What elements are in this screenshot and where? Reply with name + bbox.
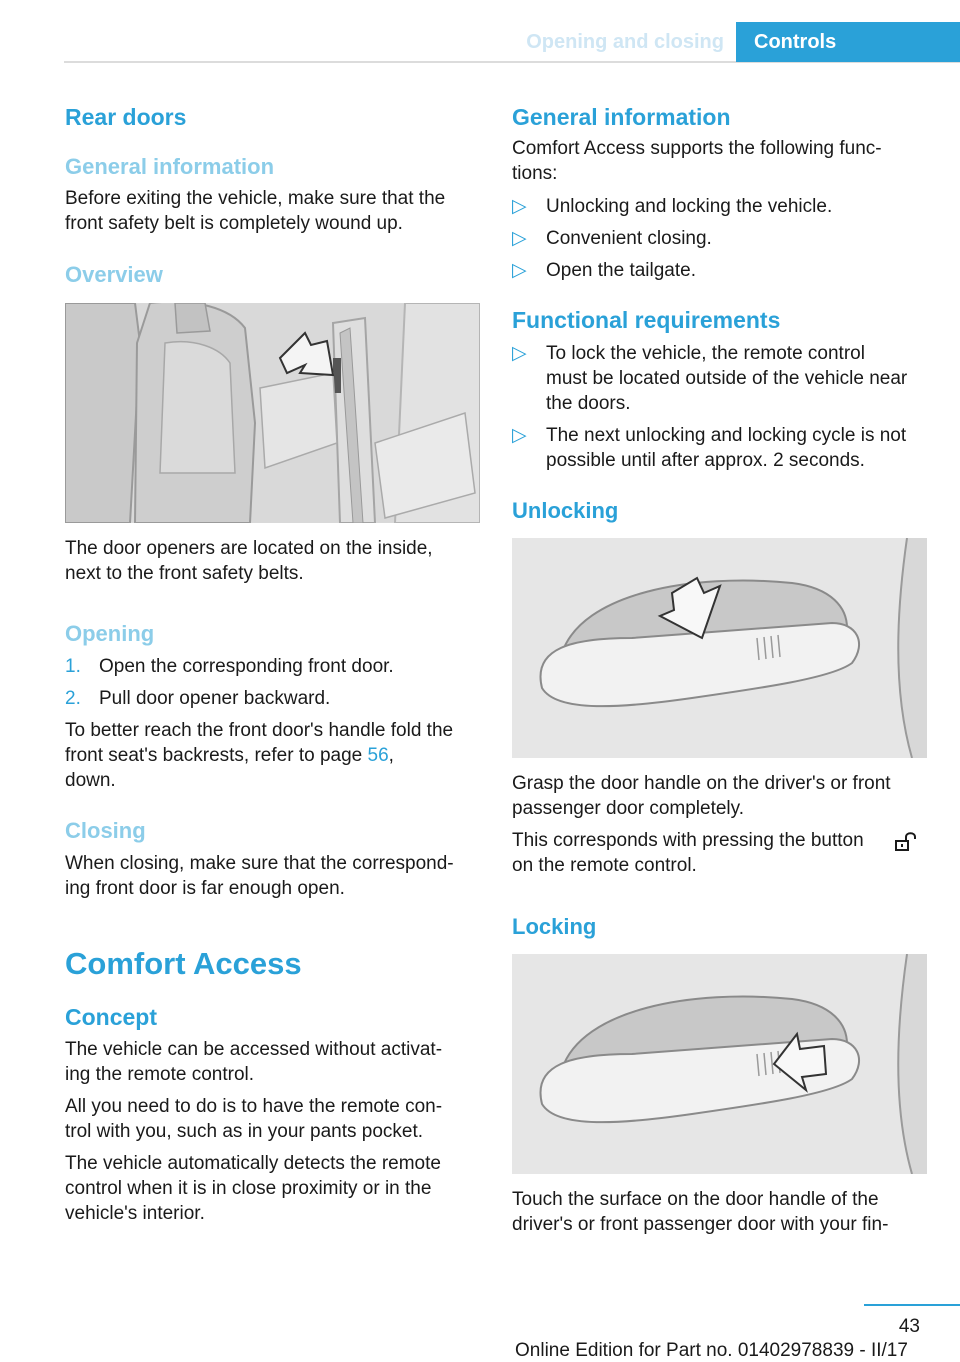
function-text: Unlocking and locking the vehicle. bbox=[546, 196, 833, 217]
text-concept-3b: control when it is in close proximity or in the bbox=[65, 1178, 432, 1199]
text-unlock-3: This corresponds with pressing the button bbox=[512, 830, 864, 851]
text-concept-2a: All you need to do is to have the remote con‐ bbox=[65, 1096, 443, 1117]
door-handle-lock-illustration bbox=[512, 954, 927, 1174]
heading-locking: Locking bbox=[512, 914, 597, 939]
text-general-info-line-2: front safety belt is completely wound up. bbox=[65, 213, 403, 234]
text-lock-2: driver's or front passenger door with your fin‐ bbox=[512, 1214, 889, 1235]
page-reference-link[interactable]: 56 bbox=[367, 745, 389, 766]
text-opening-note-2-pre: front seat's backrests, refer to page bbox=[65, 745, 368, 766]
step-number: 1. bbox=[65, 656, 81, 677]
requirement-1-line-1: To lock the vehicle, the remote control bbox=[546, 343, 865, 364]
text-opening-note-2 bbox=[65, 743, 394, 769]
heading-functional-requirements: Functional requirements bbox=[512, 307, 781, 333]
door-handle-unlock-illustration bbox=[512, 538, 927, 758]
bullet-triangle-icon: ▷ bbox=[512, 196, 527, 217]
text-concept-1b: ing the remote control. bbox=[65, 1064, 255, 1085]
requirement-item-2 bbox=[512, 423, 932, 478]
heading-rear-doors: Rear doors bbox=[65, 104, 187, 130]
requirement-item-1 bbox=[512, 341, 932, 421]
heading-overview: Overview bbox=[65, 262, 163, 287]
bullet-triangle-icon: ▷ bbox=[512, 425, 527, 446]
heading-general-info-comfort: General information bbox=[512, 104, 731, 130]
text-unlock-1: Grasp the door handle on the driver's or front bbox=[512, 773, 891, 794]
text-unlock-2: passenger door completely. bbox=[512, 798, 744, 819]
text-general-info-line-1: Before exiting the vehicle, make sure that the bbox=[65, 188, 446, 209]
bullet-triangle-icon: ▷ bbox=[512, 228, 527, 249]
text-closing-1: When closing, make sure that the correspond‐ bbox=[65, 853, 454, 874]
bullet-triangle-icon: ▷ bbox=[512, 343, 527, 364]
heading-concept: Concept bbox=[65, 1004, 157, 1030]
text-opening-note-2-post: , bbox=[388, 745, 394, 766]
heading-unlocking: Unlocking bbox=[512, 498, 619, 523]
footer-rule bbox=[864, 1304, 960, 1306]
function-text: Convenient closing. bbox=[546, 228, 712, 249]
heading-closing: Closing bbox=[65, 818, 146, 843]
header-section-title: Opening and closing bbox=[526, 31, 724, 53]
figure-door-handle-lock bbox=[512, 954, 927, 1174]
function-text: Open the tailgate. bbox=[546, 260, 696, 281]
bullet-triangle-icon: ▷ bbox=[512, 260, 527, 281]
header-chapter-label: Controls bbox=[754, 31, 837, 53]
text-concept-2b: trol with you, such as in your pants pocket. bbox=[65, 1121, 424, 1142]
text-closing-2: ing front door is far enough open. bbox=[65, 878, 345, 899]
text-concept-1a: The vehicle can be accessed without activat‐ bbox=[65, 1039, 443, 1060]
requirement-2-line-2: possible until after approx. 2 seconds. bbox=[546, 450, 865, 471]
figure-door-handle-unlock bbox=[512, 538, 927, 758]
step-number: 2. bbox=[65, 688, 81, 709]
header-chapter-tab bbox=[736, 22, 960, 62]
text-opening-note-1: To better reach the front door's handle fold the bbox=[65, 720, 454, 741]
figure-door-opener-interior bbox=[65, 303, 480, 523]
step-text: Pull door opener backward. bbox=[99, 688, 331, 709]
text-concept-3a: The vehicle automatically detects the remote bbox=[65, 1153, 441, 1174]
text-comfort-info-1: Comfort Access supports the following func‐ bbox=[512, 138, 882, 159]
requirement-1-line-3: the doors. bbox=[546, 393, 631, 414]
edition-watermark: Online Edition for Part no. 01402978839 - II/17 bbox=[515, 1340, 908, 1361]
door-opener-illustration bbox=[65, 303, 480, 523]
heading-comfort-access: Comfort Access bbox=[65, 946, 302, 981]
unlock-button-icon bbox=[893, 829, 919, 853]
text-comfort-info-2: tions: bbox=[512, 163, 558, 184]
heading-general-info-rear: General information bbox=[65, 154, 275, 179]
step-text: Open the corresponding front door. bbox=[99, 656, 394, 677]
text-overview-caption-2: next to the front safety belts. bbox=[65, 563, 304, 584]
requirement-2-line-1: The next unlocking and locking cycle is not bbox=[546, 425, 907, 446]
heading-opening: Opening bbox=[65, 621, 155, 646]
text-opening-note-3: down. bbox=[65, 770, 116, 791]
page-number: 43 bbox=[898, 1316, 920, 1337]
text-unlock-4: on the remote control. bbox=[512, 855, 697, 876]
text-overview-caption-1: The door openers are located on the inside, bbox=[65, 538, 433, 559]
text-concept-3c: vehicle's interior. bbox=[65, 1203, 205, 1224]
text-lock-1: Touch the surface on the door handle of the bbox=[512, 1189, 879, 1210]
requirement-1-line-2: must be located outside of the vehicle near bbox=[546, 368, 908, 389]
